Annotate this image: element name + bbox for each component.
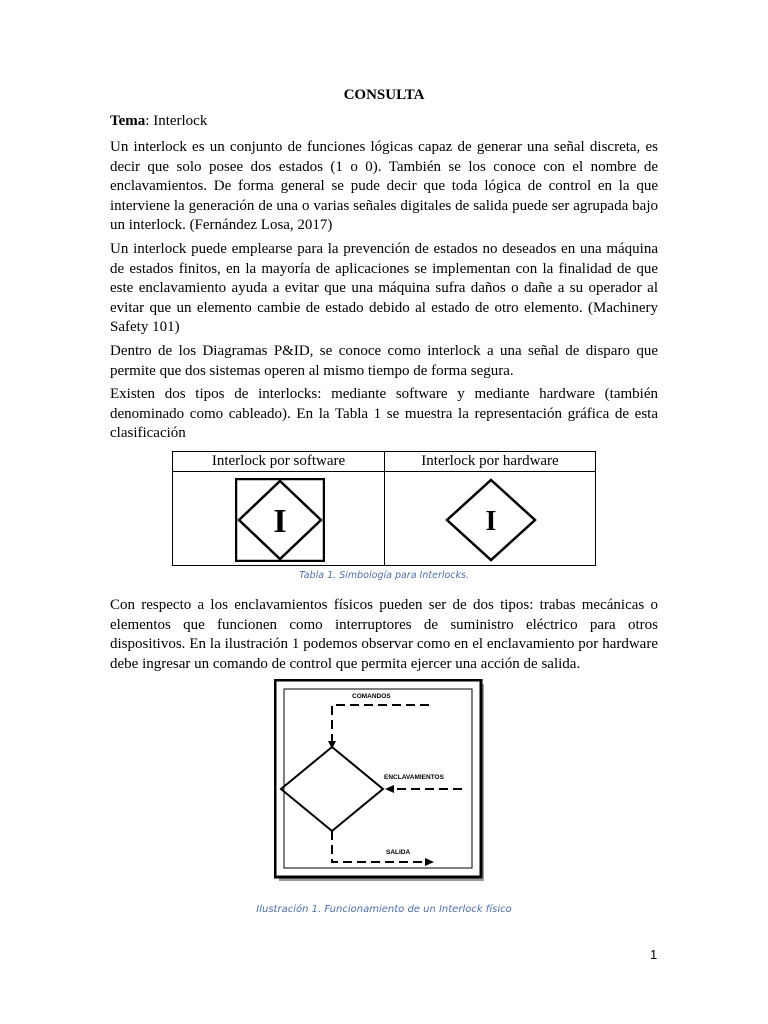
comandos-label: COMANDOS bbox=[352, 693, 391, 700]
table-header-hardware: Interlock por hardware bbox=[421, 453, 559, 469]
topic-value: : Interlock bbox=[145, 113, 208, 129]
software-symbol-letter: I bbox=[273, 503, 287, 540]
software-interlock-symbol bbox=[235, 478, 325, 562]
hardware-symbol-letter: I bbox=[485, 506, 497, 537]
paragraph-3: Dentro de los Diagramas P&ID, se conoce como interlock a una señal de disparo que permite que dos sistemas operen al mismo tiempo de forma segura. bbox=[110, 343, 658, 379]
topic-line bbox=[110, 112, 207, 130]
paragraph-5: Con respecto a los enclavamientos físicos pueden ser de dos tipos: trabas mecánicas o elementos que funcionen como interruptores de suministro eléctrico para otros dispositivos. En la ilustración 1 podemos observar como en el enclavamiento por hardware debe ingresar un comando de control que permita ejercer una acción de salida. bbox=[110, 597, 658, 672]
topic-label: Tema bbox=[110, 113, 146, 129]
salida-label: SALIDA bbox=[386, 849, 411, 856]
table-header-software: Interlock por software bbox=[211, 453, 346, 469]
paragraph-1: Un interlock es un conjunto de funciones lógicas capaz de generar una señal discreta, es decir que solo posee dos estados (1 o 0). También se los conoce con el nombre de enclavamientos. De forma general se pude decir que toda lógica de control en la que interviene la generación de una o varias señales digitales de salida puede ser agrupada bajo un interlock. (Fernández Losa, 2017) bbox=[110, 139, 658, 234]
paragraph-2: Un interlock puede emplearse para la prevención de estados no deseados en una máquina de estados finitos, en la mayoría de aplicaciones se implementan con la finalidad de que este enclavamiento ayuda a evitar que una máquina sufra daños o dañe a su operador al evitar que un elemento cambie de estado debido al estado de otro elemento. (Machinery Safety 101) bbox=[110, 241, 658, 336]
figure-caption: Ilustración 1. Funcionamiento de un Interlock físico bbox=[256, 904, 512, 915]
table-caption: Tabla 1. Simbología para Interlocks. bbox=[299, 570, 469, 581]
page-title: CONSULTA bbox=[343, 87, 425, 103]
page-number: 1 bbox=[650, 947, 658, 962]
enclavamientos-label: ENCLAVAMIENTOS bbox=[384, 774, 444, 781]
paragraph-4: Existen dos tipos de interlocks: mediante software y mediante hardware (también denominado como cableado). En la Tabla 1 se muestra la representación gráfica de esta clasificación bbox=[110, 386, 658, 442]
hardware-interlock-symbol bbox=[445, 478, 537, 562]
interlock-symbol-table bbox=[172, 451, 596, 566]
interlock-function-figure bbox=[274, 679, 486, 883]
